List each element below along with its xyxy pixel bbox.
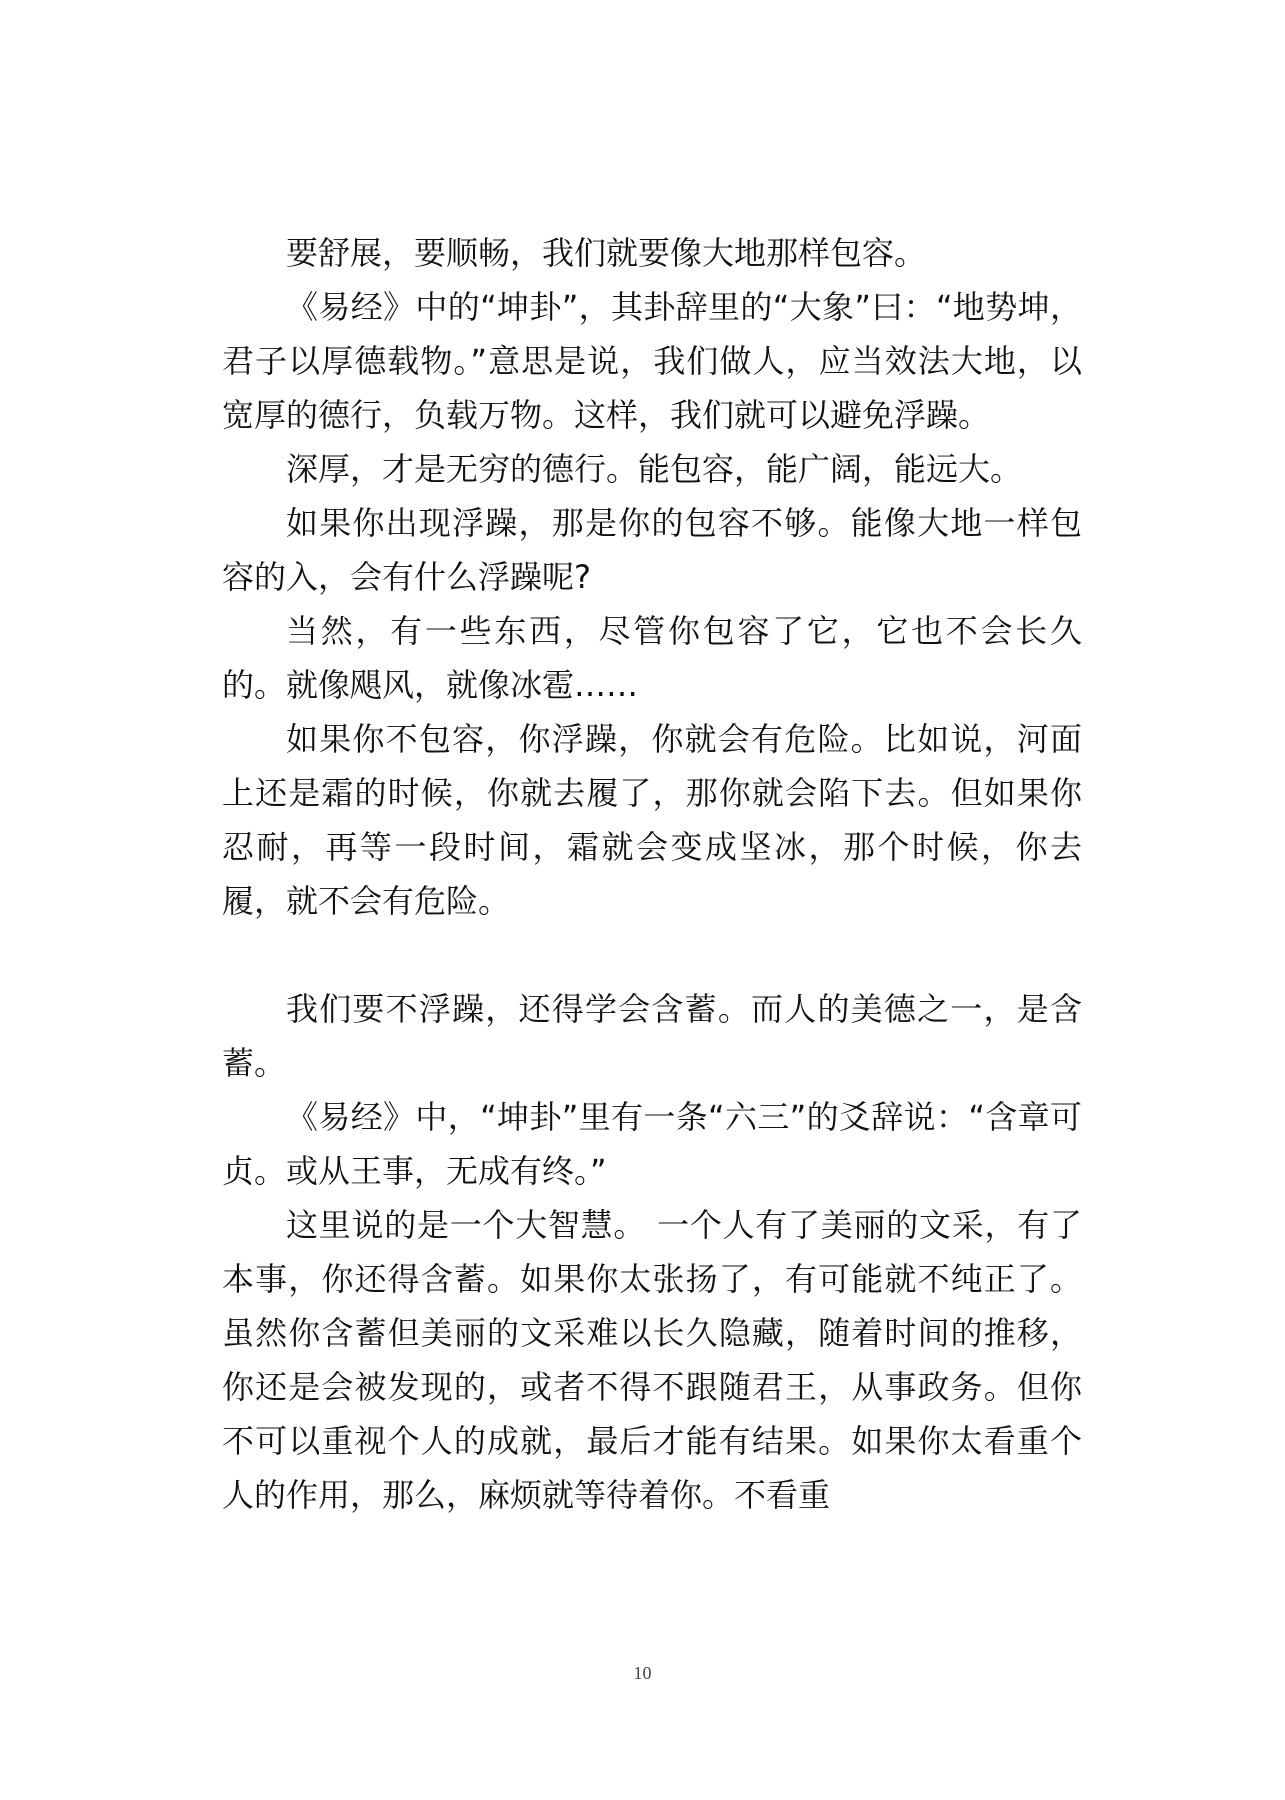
paragraph: 这里说的是一个大智慧。 一个人有了美丽的文采，有了本事，你还得含蓄。如果你太张扬了，有可能就不纯正了。虽然你含蓄但美丽的文采难以长久隐藏，随着时间的推移，你还是会被发现的，或者不得不跟随君王，从事政务。但你不可以重视个人的成就，最后才能有结果。如果你太看重个人的作用，那么，麻烦就等待着你。不看重 xyxy=(222,1206,1082,1514)
paragraph: 深厚，才是无穷的德行。能包容，能广阔，能远大。 xyxy=(286,450,1023,488)
paragraph: 要舒展，要顺畅，我们就要像大地那样包容。 xyxy=(286,234,927,272)
paragraph: 我们要不浮躁，还得学会含蓄。而人的美德之一，是含蓄。 xyxy=(222,990,1082,1082)
paragraph: 如果你不包容，你浮躁，你就会有危险。比如说，河面上还是霜的时候，你就去履了，那你就会陷下去。但如果你忍耐，再等一段时间，霜就会变成坚冰，那个时候，你去履，就不会有危险。 xyxy=(222,720,1082,920)
section-divider xyxy=(222,928,1082,982)
paragraph: 如果你出现浮躁，那是你的包容不够。能像大地一样包容的入，会有什么浮躁呢? xyxy=(222,504,1082,596)
paragraph: 当然，有一些东西，尽管你包容了它，它也不会长久的。就像飓风，就像冰雹…… xyxy=(222,612,1082,704)
paragraph: 《易经》中，“坤卦”里有一条“六三”的爻辞说：“含章可贞。或从王事，无成有终。” xyxy=(222,1098,1082,1190)
paragraph: 《易经》中的“坤卦”，其卦辞里的“大象”曰：“地势坤，君子以厚德载物。”意思是说，我们做人，应当效法大地，以宽厚的德行，负载万物。这样，我们就可以避免浮躁。 xyxy=(222,288,1082,434)
body-text xyxy=(222,226,1082,1522)
page-number: 10 xyxy=(633,1663,652,1683)
